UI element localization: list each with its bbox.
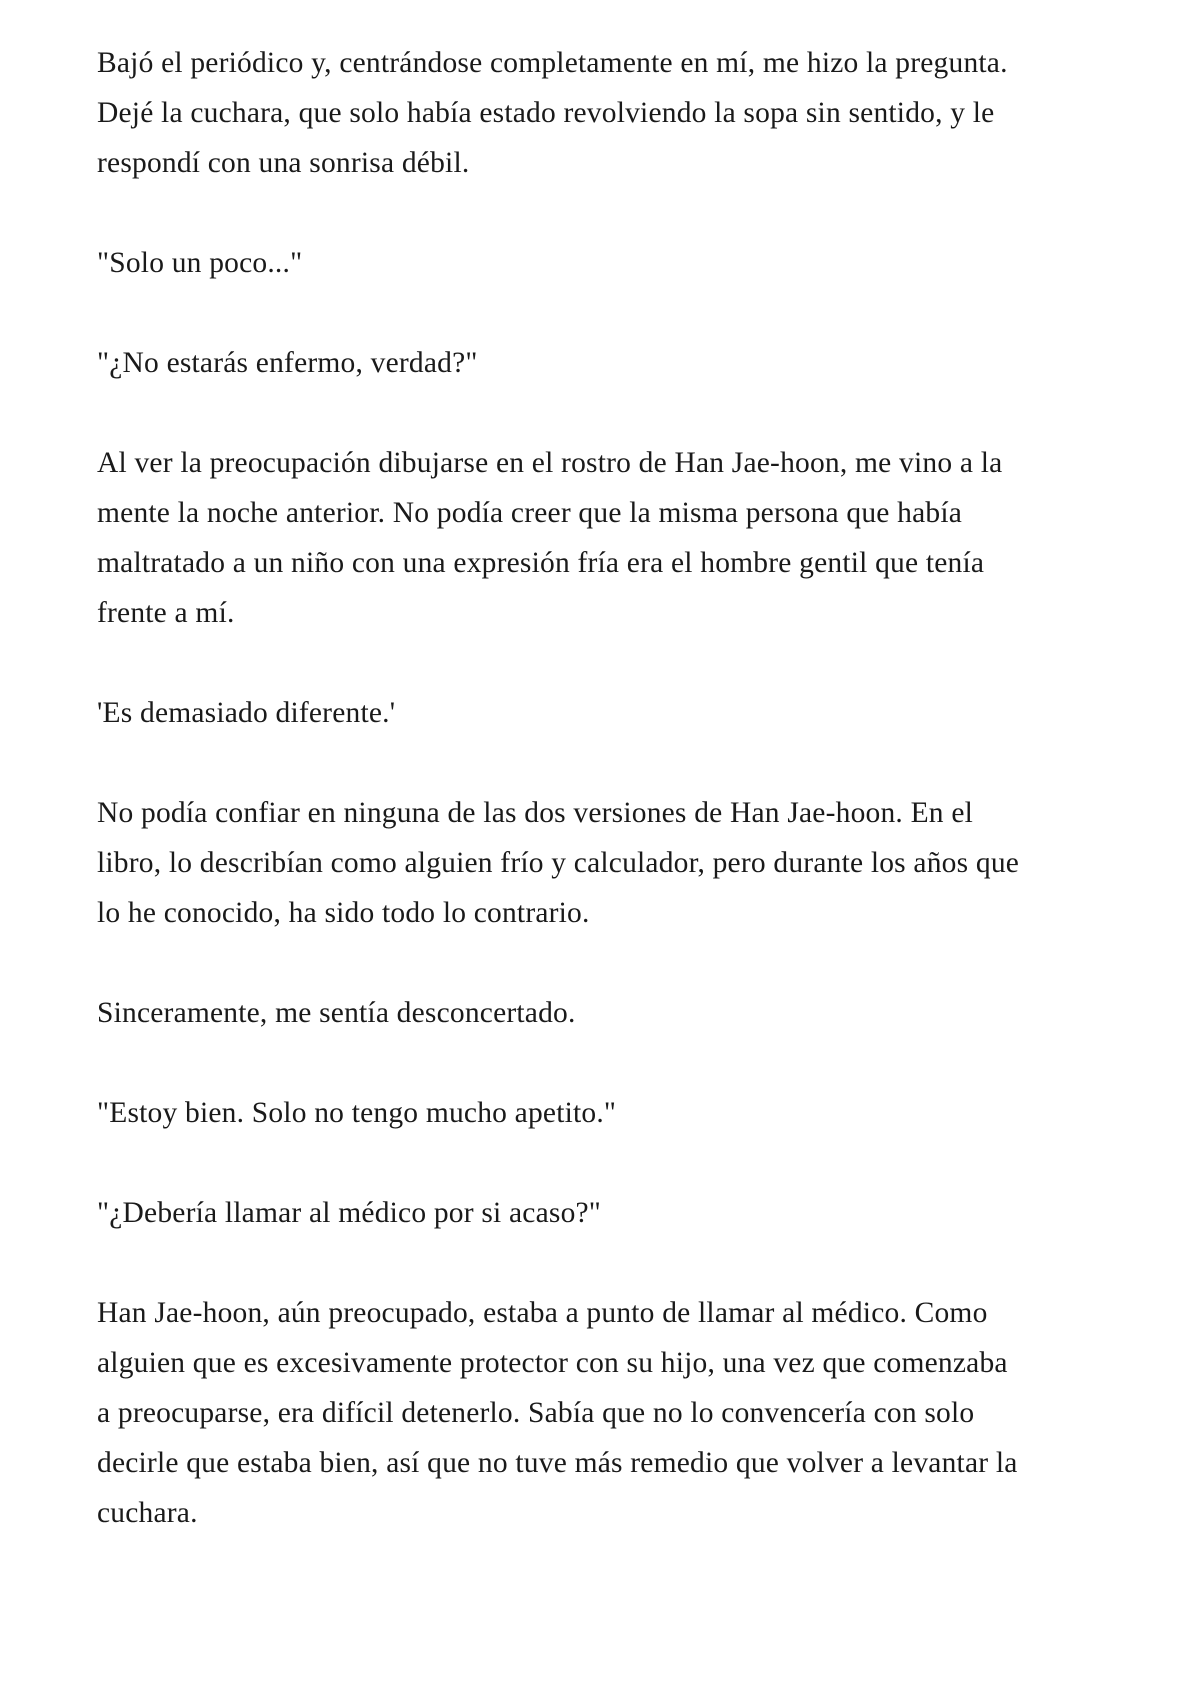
paragraph-4: Al ver la preocupación dibujarse en el rostro de Han Jae-hoon, me vino a la mente la noche anterior. No podía creer que la misma persona que había maltratado a un niño con una expresión fría era el hombre gentil que tenía frente a mí. <box>97 447 1003 629</box>
paragraph-10: Han Jae-hoon, aún preocupado, estaba a punto de llamar al médico. Como alguien que es excesivamente protector con su hijo, una vez que comenzaba a preocuparse, era difícil detenerlo. Sabía que no lo convencería con solo decirle que estaba bien, así que no tuve más remedio que volver a levantar la cuchara. <box>97 1297 1018 1529</box>
paragraph-8: "Estoy bien. Solo no tengo mucho apetito." <box>97 1097 617 1129</box>
paragraph-2: "Solo un poco..." <box>97 247 303 279</box>
paragraph-6: No podía confiar en ninguna de las dos versiones de Han Jae-hoon. En el libro, lo describían como alguien frío y calculador, pero durante los años que lo he conocido, ha sido todo lo contrario. <box>97 797 1020 929</box>
paragraph-3: "¿No estarás enfermo, verdad?" <box>97 347 478 379</box>
paragraph-5: 'Es demasiado diferente.' <box>97 697 396 729</box>
paragraph-9: "¿Debería llamar al médico por si acaso?" <box>97 1197 602 1229</box>
paragraph-1: Bajó el periódico y, centrándose completamente en mí, me hizo la pregunta. Dejé la cuchara, que solo había estado revolviendo la sopa sin sentido, y le respondí con una sonrisa débil. <box>97 47 1008 179</box>
paragraph-7: Sinceramente, me sentía desconcertado. <box>97 997 576 1029</box>
